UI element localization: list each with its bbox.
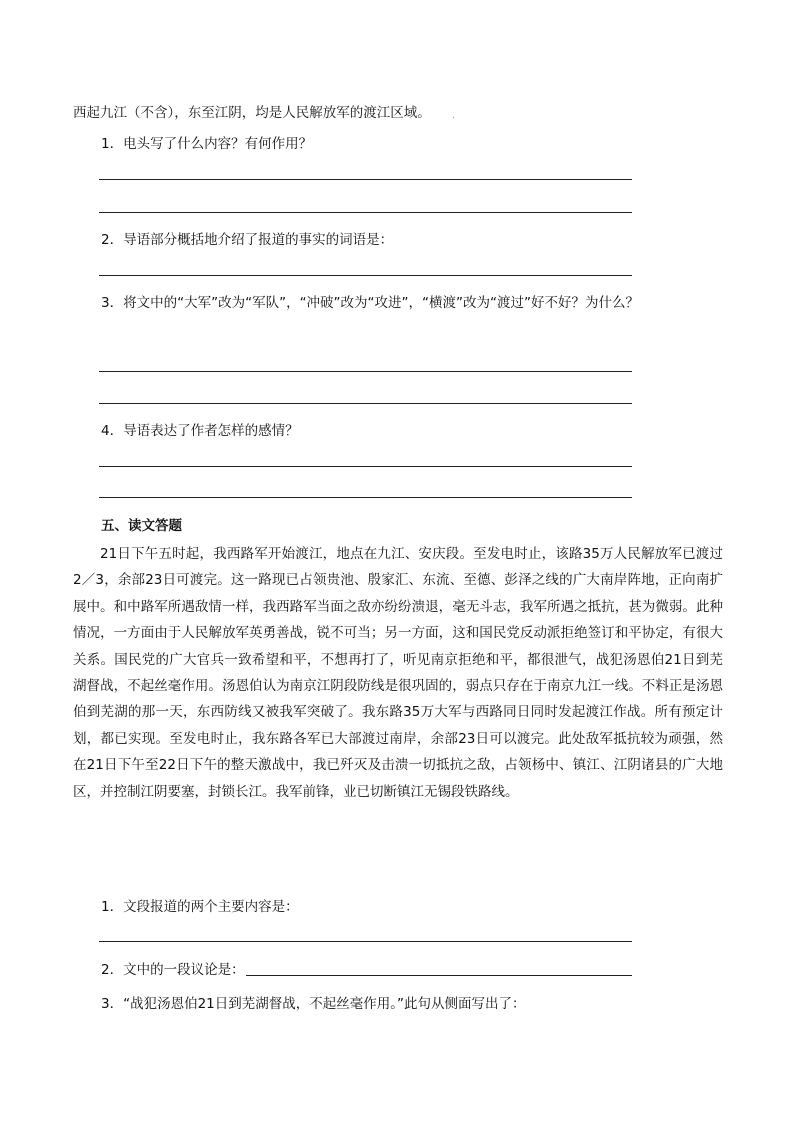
- section-title: 五、读文答题: [101, 518, 182, 534]
- answer-line[interactable]: [99, 212, 632, 213]
- answer-line[interactable]: [99, 497, 632, 498]
- answer-line[interactable]: [99, 371, 632, 372]
- reading-passage: 21日下午五时起，我西路军开始渡江，地点在九江、安庆段。至发电时止，该路35万人民解放军已渡过2／3，余部23日可渡完。这一路现已占领贵池、殷家汇、东流、至德、彭泽之线的广大南岸阵地，正向南扩展中。和中路军所遇敌情一样，我西路军当面之敌亦纷纷溃退，毫无斗志，我军所遇之抵抗，甚为微弱。此种情况，一方面由于人民解放军英勇善战，锐不可当；另一方面，这和国民党反动派拒绝签订和平协定，有很大关系。国民党的广大官兵一致希望和平，不想再打了，听见南京拒绝和平，都很泄气，战犯汤恩伯21日到芜湖督战，不起丝毫作用。汤恩伯认为南京江阴段防线是很巩固的，弱点只存在于南京九江一线。不料正是汤恩伯到芜湖的那一天，东西防线又被我军突破了。我东路35万大军与西路同日同时发起渡江作战。所有预定计划，都已实现。至发电时止，我东路各军已大部渡过南岸，余部23日可以渡完。此处敌军抵抗较为顽强，然在21日下午至22日下午的整天激战中，我已歼灭及击溃一切抵抗之敌，占领杨中、镇江、江阴诸县的广大地区，并控制江阴要塞，封锁长江。我军前锋，业已切断镇江无锡段铁路线。: [73, 546, 723, 800]
- question-1: 1．电头写了什么内容？有何作用？: [101, 136, 313, 152]
- answer-line[interactable]: [99, 403, 632, 404]
- document-page: 西起九江（不含），东至江阴，均是人民解放军的渡江区域。 . 1．电头写了什么内容？有何作用？ 2．导语部分概括地介绍了报道的事实的词语是： 3．将文中的“大军”改为“军队”，“冲破”改为“攻进”，“横渡”改为“渡过”好不好？为什么？ 4．导语表达了作者怎样的感情？ 五、读文答题 21日下午五时起，我西路军开始渡江，地点在九江、安庆段。至发电时止，该路35万人民解放军已渡过2／3，余部23日可渡完。这一路现已占领贵池、殷家汇、东流、至德、彭泽之线的广大南岸阵地，正向南扩展中。和中路军所遇敌情一样，我西路军当面之敌亦纷纷溃退，毫无斗志，我军所遇之抵抗，甚为微弱。此种情况，一方面由于人民解放军英勇善战，锐不可当；另一方面，这和国民党反动派拒绝签订和平协定，有很大关系。国民党的广大官兵一致希望和平，不想再打了，听见南京拒绝和平，都很泄气，战犯汤恩伯21日到芜湖督战，不起丝毫作用。汤恩伯认为南京江阴段防线是很巩固的，弱点只存在于南京九江一线。不料正是汤恩伯到芜湖的那一天，东西防线又被我军突破了。我东路35万大军与西路同日同时发起渡江作战。所有预定计划，都已实现。至发电时止，我东路各军已大部渡过南岸，余部23日可以渡完。此处敌军抵抗较为顽强，然在21日下午至22日下午的整天激战中，我已歼灭及击溃一切抵抗之敌，占领杨中、镇江、江阴诸县的广大地区，并控制江阴要塞，封锁长江。我军前锋，业已切断镇江无锡段铁路线。 1．文段报道的两个主要内容是： 2．文中的一段议论是： 3．“战犯汤恩伯21日到芜湖督战，不起丝毫作用。”此句从侧面写出了：: [73, 105, 723, 1012]
- question-2: 2．导语部分概括地介绍了报道的事实的词语是：: [101, 232, 394, 248]
- answer-line[interactable]: [99, 275, 632, 276]
- intro-line: 西起九江（不含），东至江阴，均是人民解放军的渡江区域。: [73, 105, 431, 121]
- question-4: 4．导语表达了作者怎样的感情？: [101, 423, 299, 439]
- passage-question-3: 3．“战犯汤恩伯21日到芜湖督战，不起丝毫作用。”此句从侧面写出了：: [101, 996, 526, 1012]
- passage-question-1: 1．文段报道的两个主要内容是：: [101, 899, 299, 915]
- answer-line[interactable]: [99, 179, 632, 180]
- question-3: 3．将文中的“大军”改为“军队”，“冲破”改为“攻进”，“横渡”改为“渡过”好不好？为什么？: [101, 295, 640, 311]
- answer-line[interactable]: [246, 975, 632, 976]
- answer-line[interactable]: [99, 941, 632, 942]
- passage-question-2: 2．文中的一段议论是：: [101, 962, 245, 978]
- answer-line[interactable]: [99, 466, 632, 467]
